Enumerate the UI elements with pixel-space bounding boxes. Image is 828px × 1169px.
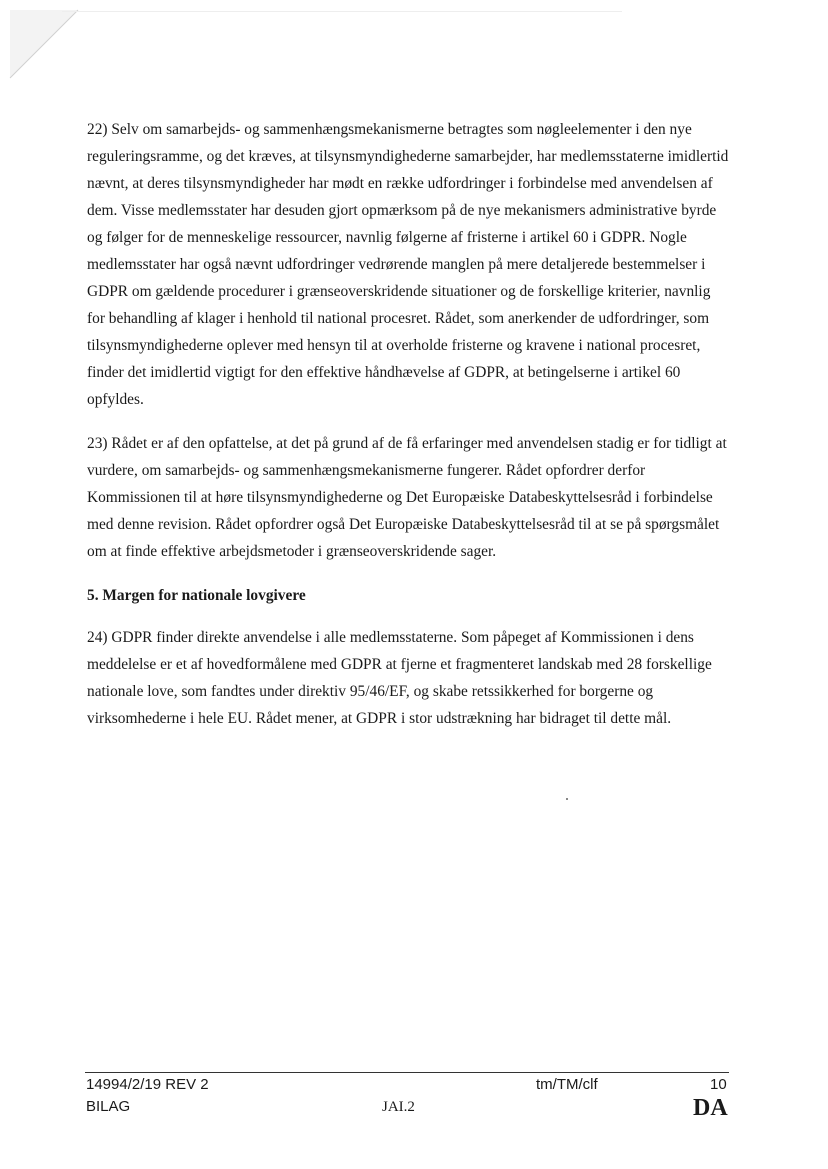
paragraph-24: 24) GDPR finder direkte anvendelse i alle medlemsstaterne. Som påpeget af Kommissionen i dens meddelelse er et af hovedformålene med GDPR at fjerne et fragmenteret landskab med 28 forskellige nationale love, som fandtes under direktiv 95/46/EF, og skabe retssikkerhed for borgerne og virksomhederne i hele EU. Rådet mener, at GDPR i stor udstrækning har bidraget til dette mål. bbox=[87, 629, 712, 727]
footer-rule bbox=[85, 1072, 729, 1073]
scan-speck bbox=[566, 798, 568, 800]
paragraph-22: 22) Selv om samarbejds- og sammenhængsmekanismerne betragtes som nøgleelementer i den nye reguleringsramme, og det kræves, at tilsynsmyndighederne samarbejder, har medlemsstaterne imidlertid nævnt, at deres tilsynsmyndigheder har mødt en række udfordringer i forbindelse med anvendelsen af dem. Visse medlemsstater har desuden gjort opmærksom på de nye mekanismers administrative byrde og følger for de menneskelige ressourcer, navnlig følgerne af fristerne i artikel 60 i GDPR. Nogle medlemsstater har også nævnt udfordringer vedrørende manglen på mere detaljerede bestemmelser i GDPR om gældende procedurer i grænseoverskridende situationer og de forskellige kriterier, navnlig for behandling af klager i henhold til national procesret. Rådet, som anerkender de udfordringer, som tilsynsmyndighederne oplever med hensyn til at overholde fristerne og kravene i national procesret, finder det imidlertid vigtigt for den effektive håndhævelse af GDPR, at betingelserne i artikel 60 opfyldes. bbox=[87, 121, 729, 408]
paragraph-23: 23) Rådet er af den opfattelse, at det på grund af de få erfaringer med anvendelsen stadig er for tidligt at vurdere, om samarbejds- og sammenhængsmekanismerne fungerer. Rådet opfordrer derfor Kommissionen til at høre tilsynsmyndighederne og Det Europæiske Databeskyttelsesråd i forbindelse med denne revision. Rådet opfordrer også Det Europæiske Databeskyttelsesråd til at se på spørgsmålet om at finde effektive arbejdsmetoder i grænseoverskridende sager. bbox=[87, 435, 727, 560]
footer-language-code: DA bbox=[693, 1095, 728, 1121]
footer-initials: tm/TM/clf bbox=[536, 1076, 598, 1093]
section-heading: 5. Margen for nationale lovgivere bbox=[87, 587, 306, 604]
footer-department: JAI.2 bbox=[382, 1099, 415, 1115]
document-body bbox=[87, 116, 732, 749]
page-corner-fold bbox=[0, 0, 90, 90]
footer-doc-number: 14994/2/19 REV 2 bbox=[86, 1076, 209, 1093]
scan-edge-line bbox=[62, 11, 622, 12]
footer-page-number: 10 bbox=[710, 1076, 727, 1093]
footer-annex: BILAG bbox=[86, 1098, 131, 1115]
